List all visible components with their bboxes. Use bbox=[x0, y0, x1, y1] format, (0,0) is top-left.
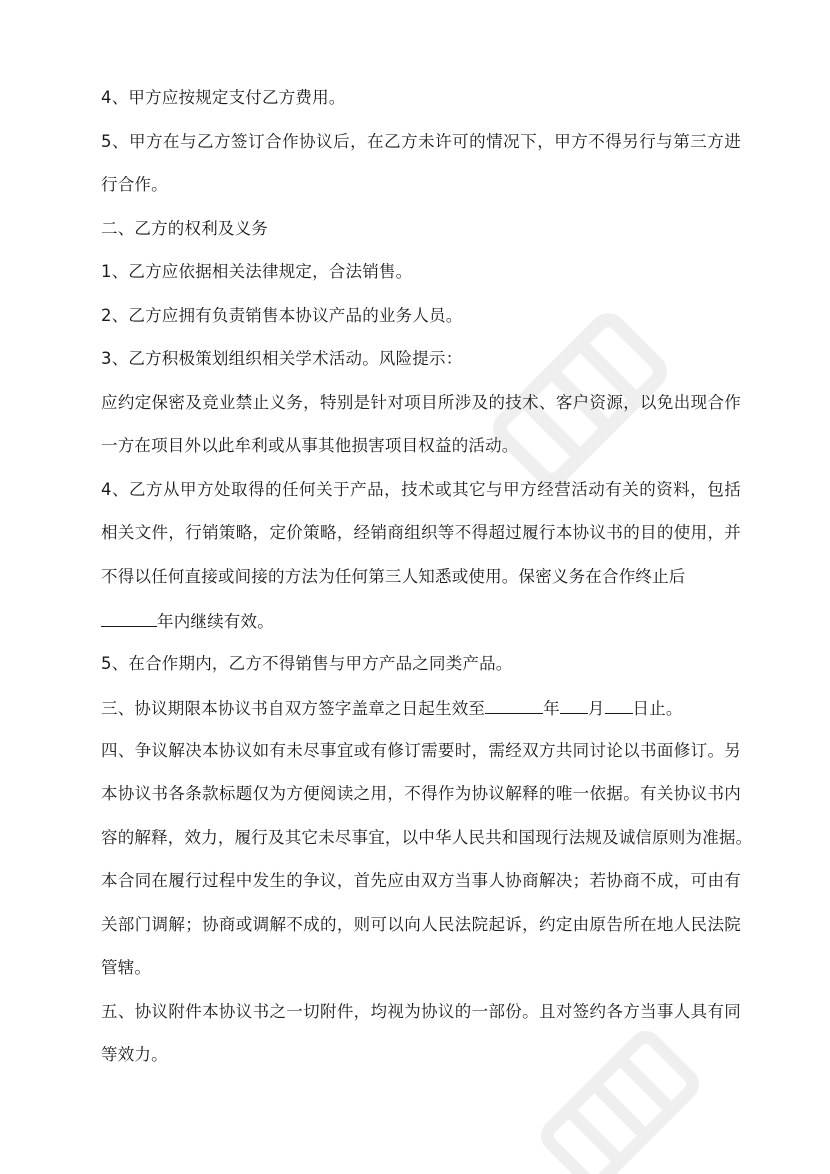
year-blank[interactable] bbox=[485, 697, 543, 714]
paragraph-line: 应约定保密及竞业禁止义务，特别是针对项目所涉及的技术、客户资源，以免出现合作 bbox=[101, 393, 741, 412]
paragraph-line: 本协议书各条款标题仅为方便阅读之用，不得作为协议解释的唯一依据。有关协议书内 bbox=[101, 784, 741, 803]
paragraph-line: 1、乙方应依据相关法律规定，合法销售。 bbox=[101, 262, 413, 281]
day-label: 日止。 bbox=[632, 699, 683, 718]
paragraph-line: 2、乙方应拥有负责销售本协议产品的业务人员。 bbox=[101, 306, 463, 325]
paragraph-line: 管辖。 bbox=[101, 958, 152, 977]
paragraph-line: 容的解释，效力，履行及其它未尽事宜，以中华人民共和国现行法规及诚信原则为准据。 bbox=[101, 828, 753, 847]
term-line bbox=[101, 697, 741, 719]
paragraph-line: 五、协议附件本协议书之一切附件，均视为协议的一部份。且对签约各方当事人具有同 bbox=[101, 1002, 741, 1021]
paragraph-line: 行合作。 bbox=[101, 175, 168, 194]
paragraph-line: 相关文件，行销策略，定价策略，经销商组织等不得超过履行本协议书的目的使用，并 bbox=[101, 523, 741, 542]
paragraph-line: 4、甲方应按规定支付乙方费用。 bbox=[101, 88, 346, 107]
blank-suffix: 年内继续有效。 bbox=[157, 612, 274, 631]
paragraph-line: 四、争议解决本协议如有未尽事宜或有修订需要时，需经双方共同讨论以书面修订。另 bbox=[101, 741, 741, 760]
month-label: 月 bbox=[587, 699, 605, 718]
paragraph-line: 等效力。 bbox=[101, 1045, 168, 1064]
year-label: 年 bbox=[543, 699, 560, 718]
paragraph-line: 4、乙方从甲方处取得的任何关于产品，技术或其它与甲方经营活动有关的资料，包括 bbox=[101, 480, 741, 499]
paragraph-line: 不得以任何直接或间接的方法为任何第三人知悉或使用。保密义务在合作终止后 bbox=[101, 567, 686, 586]
paragraph-line: 5、甲方在与乙方签订合作协议后，在乙方未许可的情况下，甲方不得另行与第三方进 bbox=[101, 132, 741, 151]
section-heading: 二、乙方的权利及义务 bbox=[101, 219, 268, 238]
day-blank[interactable] bbox=[605, 697, 633, 714]
fill-blank[interactable] bbox=[101, 610, 157, 627]
watermark-logo bbox=[520, 1010, 720, 1174]
month-blank[interactable] bbox=[560, 697, 588, 714]
paragraph-line: 3、乙方积极策划组织相关学术活动。风险提示： bbox=[101, 349, 463, 368]
paragraph-line: 5、在合作期内，乙方不得销售与甲方产品之同类产品。 bbox=[101, 654, 513, 673]
paragraph-line: 关部门调解；协商或调解不成的，则可以向人民法院起诉，约定由原告所在地人民法院 bbox=[101, 915, 741, 934]
paragraph-line: 本合同在履行过程中发生的争议，首先应由双方当事人协商解决；若协商不成，可由有 bbox=[101, 871, 741, 890]
paragraph-line: 一方在项目外以此牟利或从事其他损害项目权益的活动。 bbox=[101, 436, 519, 455]
blank-line bbox=[101, 610, 741, 632]
term-prefix: 三、协议期限本协议书自双方签字盖章之日起生效至 bbox=[101, 699, 486, 718]
